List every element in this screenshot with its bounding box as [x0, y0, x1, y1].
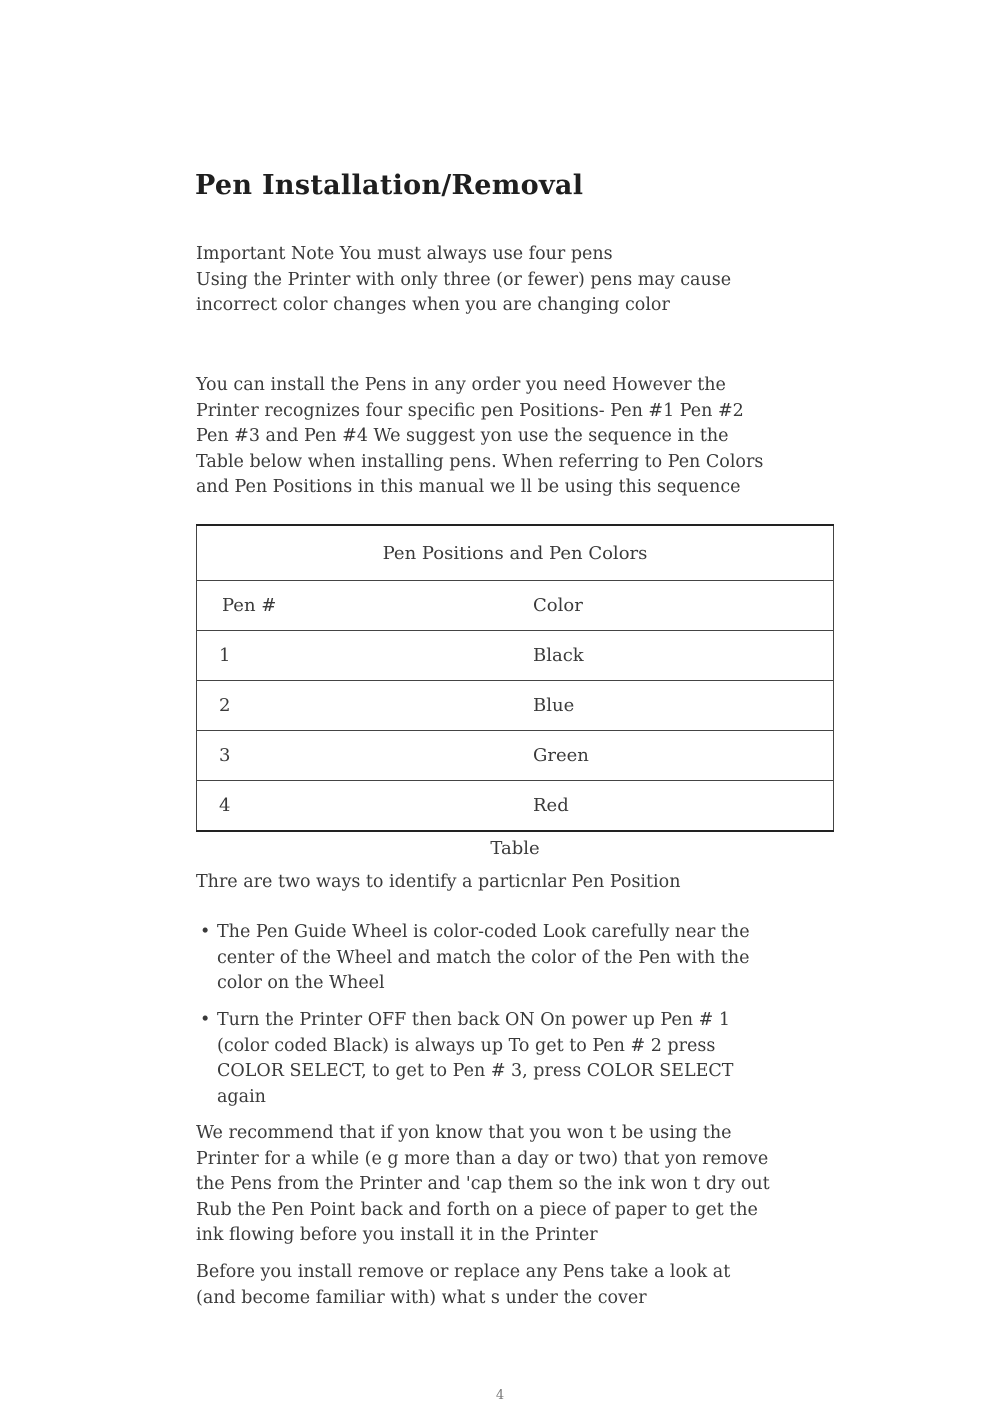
intro-line: Table below when installing pens. When referring to Pen Colors	[196, 451, 764, 472]
table-caption-row	[197, 525, 834, 581]
intro-line: Pen #3 and Pen #4 We suggest yon use the sequence in the	[196, 426, 729, 446]
ways-line: Thre are two ways to identify a particnlar Pen Position	[196, 872, 681, 892]
intro-line: You can install the Pens in any order you need However the	[196, 375, 726, 395]
recommend-line: ink flowing before you install it in the Printer	[196, 1225, 598, 1245]
table-row	[197, 731, 834, 781]
pen-number-cell: 1	[197, 631, 528, 681]
bullet-body	[217, 1008, 820, 1110]
table-row	[197, 631, 834, 681]
pen-number-cell: 4	[197, 781, 528, 832]
bullet-item-power-cycle	[200, 1008, 820, 1110]
note-line: Important Note You must always use four pens	[196, 244, 613, 264]
bullet-line: COLOR SELECT, to get to Pen # 3, press COLOR SELECT	[217, 1061, 734, 1081]
bullet-line: Turn the Printer OFF then back ON On power up Pen # 1	[217, 1010, 730, 1030]
recommend-line: Printer for a while (e g more than a day or two) that yon remove	[196, 1148, 769, 1169]
recommend-line: We recommend that if yon know that you won t be using the	[196, 1123, 732, 1143]
pen-number-cell: 3	[197, 731, 528, 781]
bullet-line: The Pen Guide Wheel is color-coded Look carefully near the	[217, 922, 750, 942]
pen-color-cell: Green	[527, 731, 834, 781]
recommend-line: Rub the Pen Point back and forth on a piece of paper to get the	[196, 1199, 758, 1220]
intro-line: Printer recognizes four specific pen Positions- Pen #1 Pen #2	[196, 400, 744, 421]
pen-positions-table	[196, 524, 834, 832]
bullet-mark: •	[200, 1010, 211, 1030]
note-line: incorrect color changes when you are changing color	[196, 295, 670, 315]
column-header-color: Color	[527, 581, 834, 631]
important-note	[196, 242, 816, 319]
note-line: Using the Printer with only three (or fewer) pens may cause	[196, 269, 732, 290]
bullet-line: center of the Wheel and match the color of the Pen with the	[217, 947, 750, 968]
recommend-paragraph	[196, 1121, 816, 1249]
pen-color-cell: Red	[527, 781, 834, 832]
pen-number-cell: 2	[197, 681, 528, 731]
table-row	[197, 781, 834, 832]
before-line: Before you install remove or replace any Pens take a look at	[196, 1262, 731, 1282]
intro-paragraph	[196, 373, 816, 501]
bullet-line: color on the Wheel	[217, 973, 385, 993]
table-header-row	[197, 581, 834, 631]
pen-color-cell: Blue	[527, 681, 834, 731]
bullet-line: again	[217, 1086, 266, 1107]
before-line: (and become familiar with) what s under the cover	[196, 1287, 647, 1308]
page-number: 4	[495, 1388, 505, 1403]
bullet-item-guide-wheel	[200, 920, 820, 997]
bullet-body	[217, 920, 820, 997]
intro-line: and Pen Positions in this manual we ll be using this sequence	[196, 477, 741, 497]
table-row	[197, 681, 834, 731]
before-paragraph	[196, 1260, 816, 1311]
page-title: Pen Installation/Removal	[195, 170, 584, 202]
recommend-line: the Pens from the Printer and 'cap them so the ink won t dry out	[196, 1174, 770, 1194]
table-label: Table	[490, 838, 540, 859]
table-caption: Pen Positions and Pen Colors	[197, 525, 834, 581]
pen-color-cell: Black	[527, 631, 834, 681]
bullet-line: (color coded Black) is always up To get to Pen # 2 press	[217, 1035, 716, 1056]
pen-table-container	[196, 524, 834, 832]
bullet-mark: •	[200, 922, 211, 942]
ways-paragraph	[196, 870, 816, 896]
column-header-pen: Pen #	[197, 581, 528, 631]
